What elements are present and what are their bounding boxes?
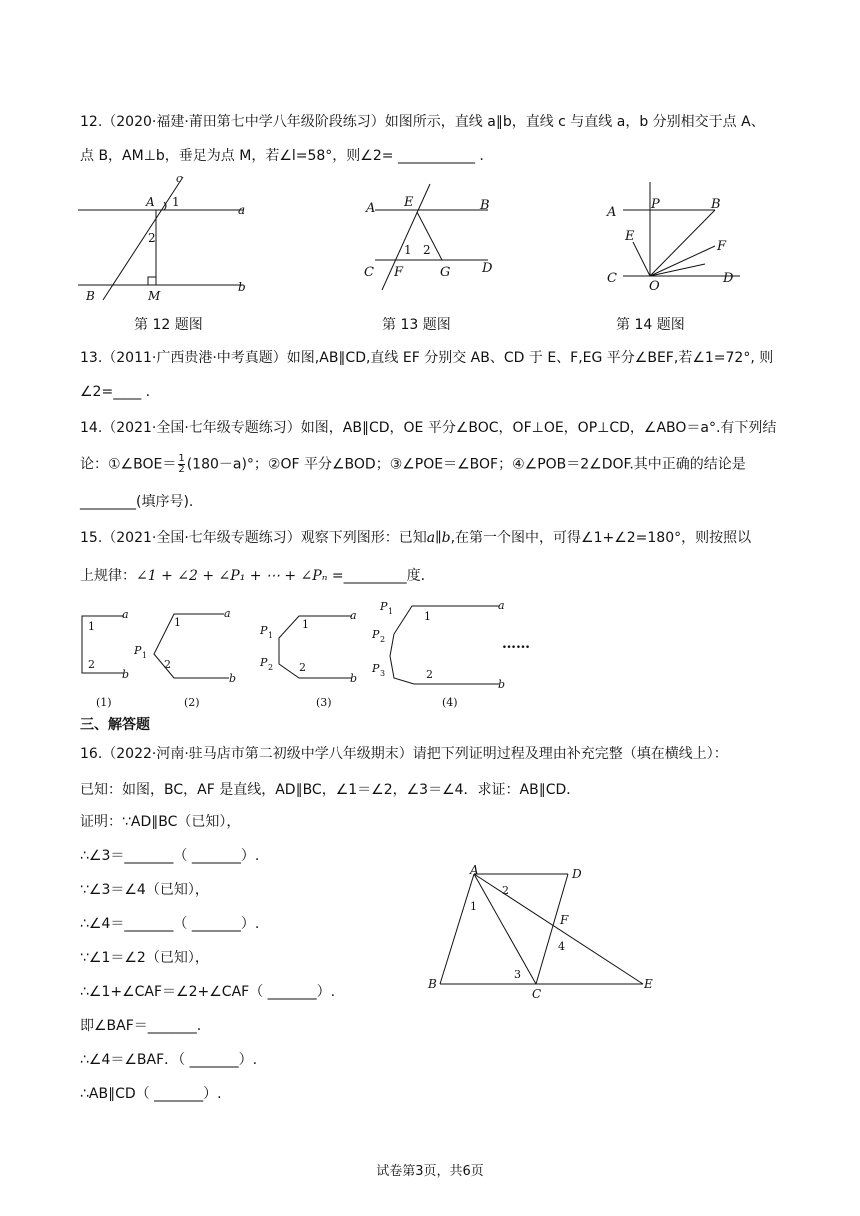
svg-text:A: A [366,201,376,216]
caption-fig14: 第 14 题图 [616,317,685,333]
figure-15 [74,596,554,711]
svg-text:P: P [651,197,660,212]
svg-text:F: F [717,239,727,254]
svg-text:M: M [148,289,161,303]
svg-text:2: 2 [88,658,95,671]
svg-text:b: b [122,668,130,681]
q13-line1: 13.（2011·广西贵港·中考真题）如图,AB∥CD,直线 EF 分别交 AB、CD 于 E、F,EG 平分∠BEF,若∠1=72°, 则 [80,350,774,366]
q14-line2-a: 论：①∠BOE＝ [80,456,177,473]
svg-text:c: c [176,172,183,185]
svg-text:P: P [260,656,268,669]
svg-text:1: 1 [142,651,148,660]
svg-text:E: E [404,195,414,210]
svg-text:a: a [238,203,246,217]
svg-text:E: E [625,229,635,244]
svg-text:4: 4 [558,940,565,953]
svg-text:1: 1 [470,900,477,913]
svg-text:1: 1 [424,610,431,623]
svg-text:1: 1 [172,195,180,209]
svg-text:3: 3 [514,968,521,981]
svg-text:1: 1 [388,607,394,616]
caption-fig12: 第 12 题图 [134,317,203,333]
svg-text:B: B [711,197,721,212]
svg-text:2: 2 [148,231,156,245]
svg-text:O: O [649,279,660,294]
svg-text:1: 1 [88,620,95,633]
svg-text:b: b [229,672,237,685]
svg-text:P: P [134,644,142,657]
q12-line2: 点 B，AM⊥b，垂足为点 M，若∠l=58°，则∠2= ___________ . [80,148,484,164]
frac-num: 1 [178,453,185,464]
q16-step2: ∴∠3＝_______（ _______）. [80,848,260,864]
svg-text:1: 1 [302,618,309,631]
svg-text:P: P [260,624,268,637]
figure-12 [78,172,258,302]
svg-text:2: 2 [426,668,433,681]
fig15-ellipsis: …… [502,636,530,652]
svg-text:C: C [364,265,374,280]
q15-parallel: a∥b [426,530,451,546]
q14-line1: 14.（2021·全国·七年级专题练习）如图，AB∥CD，OE 平分∠BOC，OF⊥OE，OP⊥CD，∠ABO＝a°.有下列结 [80,420,777,436]
svg-text:D: D [572,867,582,881]
svg-text:a: a [350,609,357,622]
svg-text:1: 1 [174,616,181,629]
svg-text:2: 2 [268,663,274,672]
q15-line1-a: 15.（2021·全国·七年级专题练习）观察下列图形：已知 [80,530,427,546]
q15-line2-b: 度. [406,568,426,584]
q16-step5: ∵∠1＝∠2（已知）， [80,950,209,966]
svg-text:C: C [607,271,617,286]
svg-text:2: 2 [164,658,171,671]
svg-text:A: A [607,205,617,220]
figure-14 [605,182,755,292]
fig15-label-1: (1) [96,696,112,709]
svg-text:C: C [532,987,542,1001]
caption-fig13: 第 13 题图 [382,317,451,333]
svg-text:b: b [498,678,506,691]
svg-text:a: a [498,599,505,612]
svg-text:a: a [224,607,231,620]
svg-text:2: 2 [423,243,431,257]
svg-text:A: A [470,863,479,877]
section-heading: 三、解答题 [80,717,150,733]
page-footer: 试卷第3页，共6页 [376,1164,484,1179]
fraction-half [178,454,184,475]
svg-text:B: B [428,977,437,991]
q16-step8: ∴∠4＝∠BAF．（ _______）. [80,1052,258,1068]
q15-line2-a: 上规律： [80,568,136,584]
svg-text:G: G [440,265,451,280]
frac-den: 2 [178,464,185,475]
q16-step7: 即∠BAF＝_______. [80,1018,202,1034]
svg-text:2: 2 [299,661,306,674]
q15-line2 [80,566,780,586]
figure-13 [360,182,500,292]
fig15-label-3: (3) [316,696,332,709]
svg-text:2: 2 [380,635,386,644]
q14-line3: ________(填序号). [80,494,194,510]
q15-formula: ∠1 + ∠2 + ∠P₁ + ⋯ + ∠Pₙ = [136,568,344,584]
q16-step1: 证明：∵AD∥BC（已知）， [80,814,241,830]
svg-text:B: B [86,289,95,303]
q13-line2: ∠2=____ . [80,384,151,400]
svg-text:b: b [238,280,246,294]
q15-line1 [80,528,780,548]
svg-text:D: D [723,271,734,286]
svg-text:P: P [380,600,388,613]
q12-line1: 12.（2020·福建·莆田第七中学八年级阶段练习）如图所示，直线 a∥b，直线 c 与直线 a，b 分别相交于点 A、 [80,114,765,130]
q16-step3: ∵∠3＝∠4（已知）， [80,882,209,898]
q16-line1: 16.（2022·河南·驻马店市第二初级中学八年级期末）请把下列证明过程及理由补充完整（填在横线上）： [80,746,728,762]
q16-step6: ∴∠1+∠CAF＝∠2+∠CAF（ _______）. [80,984,336,1000]
q15-line1-b: ,在第一个图中，可得∠1+∠2=180°，则按照以 [450,530,752,546]
q16-step4: ∴∠4＝_______（ _______）. [80,916,260,932]
svg-text:F: F [560,913,569,927]
svg-text:B: B [480,198,490,213]
svg-text:P: P [372,628,380,641]
q14-line2-b: (180－a)°；②OF 平分∠BOD；③∠POE＝∠BOF；④∠POB＝2∠DOF.其中正确的结论是 [186,456,746,473]
svg-text:A: A [146,195,155,209]
svg-text:E: E [644,977,653,991]
fig15-label-4: (4) [442,696,458,709]
q16-given: 已知：如图，BC，AF 是直线，AD∥BC，∠1＝∠2，∠3＝∠4．求证：AB∥CD． [80,782,581,798]
svg-text:F: F [394,265,404,280]
q15-blank: _________ [343,568,407,584]
svg-text:1: 1 [404,243,412,257]
figure-16 [428,862,658,1000]
svg-text:P: P [372,662,380,675]
svg-text:3: 3 [380,669,386,678]
svg-text:D: D [482,261,493,276]
q14-line2 [80,454,780,475]
svg-text:1: 1 [268,631,274,640]
fig15-label-2: (2) [184,696,200,709]
svg-text:a: a [122,608,129,621]
svg-text:2: 2 [502,884,509,897]
svg-text:b: b [350,672,358,685]
q16-step9: ∴AB∥CD（ _______）. [80,1086,222,1102]
